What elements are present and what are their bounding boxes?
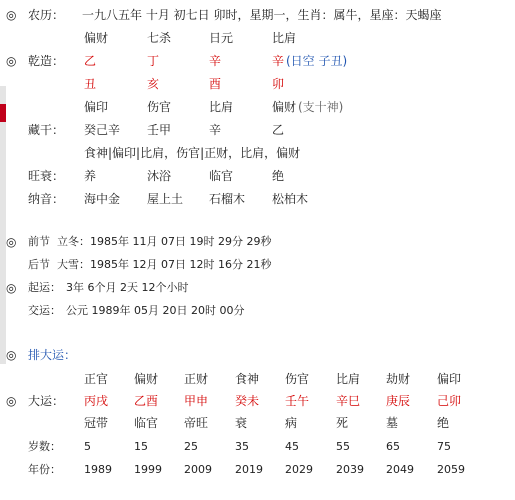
dayun-stage: 衰 bbox=[235, 416, 248, 430]
bullet-icon: ◎ bbox=[6, 8, 17, 22]
stem-day: 辛 bbox=[209, 54, 222, 68]
left-edge-accent bbox=[0, 104, 6, 122]
birth-label: 农历： bbox=[28, 8, 65, 22]
dayun-age: 5 bbox=[84, 440, 91, 453]
prev-term-text: 立冬：1985年 11月 07日 19时 29分 29秒 bbox=[57, 235, 272, 248]
dayun-stage: 墓 bbox=[386, 416, 399, 430]
hidden-label: 藏干： bbox=[28, 123, 65, 137]
bullet-icon: ◎ bbox=[6, 235, 17, 249]
dayun-year: 1989 bbox=[84, 463, 112, 476]
dayun-pillar: 乙酉 bbox=[134, 394, 159, 408]
dayun-god: 食神 bbox=[235, 372, 260, 386]
dayun-stage: 死 bbox=[336, 416, 349, 430]
bullet-icon: ◎ bbox=[6, 54, 17, 68]
dayun-age: 15 bbox=[134, 440, 148, 453]
dayun-god: 正官 bbox=[84, 372, 109, 386]
dayun-age: 75 bbox=[437, 440, 451, 453]
next-term-label: 后节 bbox=[28, 258, 50, 271]
dayun-age: 45 bbox=[285, 440, 299, 453]
dayun-year: 2059 bbox=[437, 463, 465, 476]
dayun-god: 劫财 bbox=[386, 372, 411, 386]
dayun-god: 偏财 bbox=[134, 372, 159, 386]
dayun-year: 2049 bbox=[386, 463, 414, 476]
start-luck-label: 起运： bbox=[28, 281, 61, 294]
dayun-year: 2029 bbox=[285, 463, 313, 476]
hidden-month: 壬甲 bbox=[147, 123, 172, 137]
dayun-pillar: 癸未 bbox=[235, 394, 260, 408]
dayun-age: 55 bbox=[336, 440, 350, 453]
prev-term-label: 前节 bbox=[28, 235, 50, 248]
branch-gods-note: (支十神) bbox=[298, 100, 344, 114]
dayun-stage: 绝 bbox=[437, 416, 450, 430]
birth-text: 一九八五年 十月 初七日 卯时，星期一，生肖：属牛，星座：天蝎座 bbox=[82, 8, 442, 22]
stage-label: 旺衰： bbox=[28, 169, 65, 183]
bullet-icon: ◎ bbox=[6, 394, 17, 408]
dayun-god: 正财 bbox=[184, 372, 209, 386]
year-label: 年份： bbox=[28, 463, 61, 476]
dayun-label: 大运： bbox=[28, 394, 65, 408]
dayun-stage: 病 bbox=[285, 416, 298, 430]
top-god-hour: 比肩 bbox=[272, 31, 297, 45]
dayun-pillar: 己卯 bbox=[437, 394, 462, 408]
dayun-header: 排大运： bbox=[28, 348, 77, 362]
hidden-year: 癸己辛 bbox=[84, 123, 121, 137]
dayun-year: 1999 bbox=[134, 463, 162, 476]
age-label: 岁数： bbox=[28, 440, 61, 453]
stem-hour: 辛 bbox=[272, 54, 285, 68]
hidden-day: 辛 bbox=[209, 123, 222, 137]
nayin-day: 石榴木 bbox=[209, 192, 246, 206]
nayin-label: 纳音： bbox=[28, 192, 65, 206]
branch-hour: 卯 bbox=[272, 77, 285, 91]
hidden-hour: 乙 bbox=[272, 123, 285, 137]
branch-god-day: 比肩 bbox=[209, 100, 234, 114]
jiao-yun-label: 交运： bbox=[28, 304, 61, 317]
dayun-god: 伤官 bbox=[285, 372, 310, 386]
dayun-pillar: 丙戌 bbox=[84, 394, 109, 408]
jiao-yun-text: 公元 1989年 05月 20日 20时 00分 bbox=[66, 304, 245, 317]
bullet-icon: ◎ bbox=[6, 281, 17, 295]
dayun-pillar: 庚辰 bbox=[386, 394, 411, 408]
dayun-year: 2019 bbox=[235, 463, 263, 476]
next-term-text: 大雪：1985年 12月 07日 12时 16分 21秒 bbox=[57, 258, 272, 271]
bullet-icon: ◎ bbox=[6, 348, 17, 362]
stem-year: 乙 bbox=[84, 54, 97, 68]
qianzao-label: 乾造： bbox=[28, 54, 65, 68]
dayun-age: 25 bbox=[184, 440, 198, 453]
dayun-age: 35 bbox=[235, 440, 249, 453]
dayun-year: 2039 bbox=[336, 463, 364, 476]
top-god-year: 偏财 bbox=[84, 31, 109, 45]
branch-month: 亥 bbox=[147, 77, 160, 91]
void-note: (日空 子丑) bbox=[286, 54, 348, 68]
nayin-month: 屋上土 bbox=[147, 192, 184, 206]
dayun-god: 偏印 bbox=[437, 372, 462, 386]
branch-day: 酉 bbox=[209, 77, 222, 91]
top-god-month: 七杀 bbox=[147, 31, 172, 45]
branch-god-hour: 偏财 bbox=[272, 100, 297, 114]
left-edge-divider bbox=[0, 86, 6, 364]
branch-god-month: 伤官 bbox=[147, 100, 172, 114]
nayin-hour: 松柏木 bbox=[272, 192, 309, 206]
dayun-year: 2009 bbox=[184, 463, 212, 476]
stage-month: 沐浴 bbox=[147, 169, 172, 183]
hidden-gods-text: 食神|偏印|比肩，伤官|正财，比肩，偏财 bbox=[84, 146, 301, 160]
start-luck-text: 3年 6个月 2天 12个小时 bbox=[66, 281, 189, 294]
stage-hour: 绝 bbox=[272, 169, 285, 183]
dayun-pillar: 辛巳 bbox=[336, 394, 361, 408]
dayun-stage: 临官 bbox=[134, 416, 159, 430]
nayin-year: 海中金 bbox=[84, 192, 121, 206]
dayun-god: 比肩 bbox=[336, 372, 361, 386]
dayun-stage: 帝旺 bbox=[184, 416, 209, 430]
dayun-pillar: 甲申 bbox=[184, 394, 209, 408]
stem-month: 丁 bbox=[147, 54, 160, 68]
dayun-pillar: 壬午 bbox=[285, 394, 310, 408]
branch-year: 丑 bbox=[84, 77, 97, 91]
top-god-day: 日元 bbox=[209, 31, 234, 45]
branch-god-year: 偏印 bbox=[84, 100, 109, 114]
stage-day: 临官 bbox=[209, 169, 234, 183]
stage-year: 养 bbox=[84, 169, 97, 183]
dayun-age: 65 bbox=[386, 440, 400, 453]
dayun-stage: 冠带 bbox=[84, 416, 109, 430]
